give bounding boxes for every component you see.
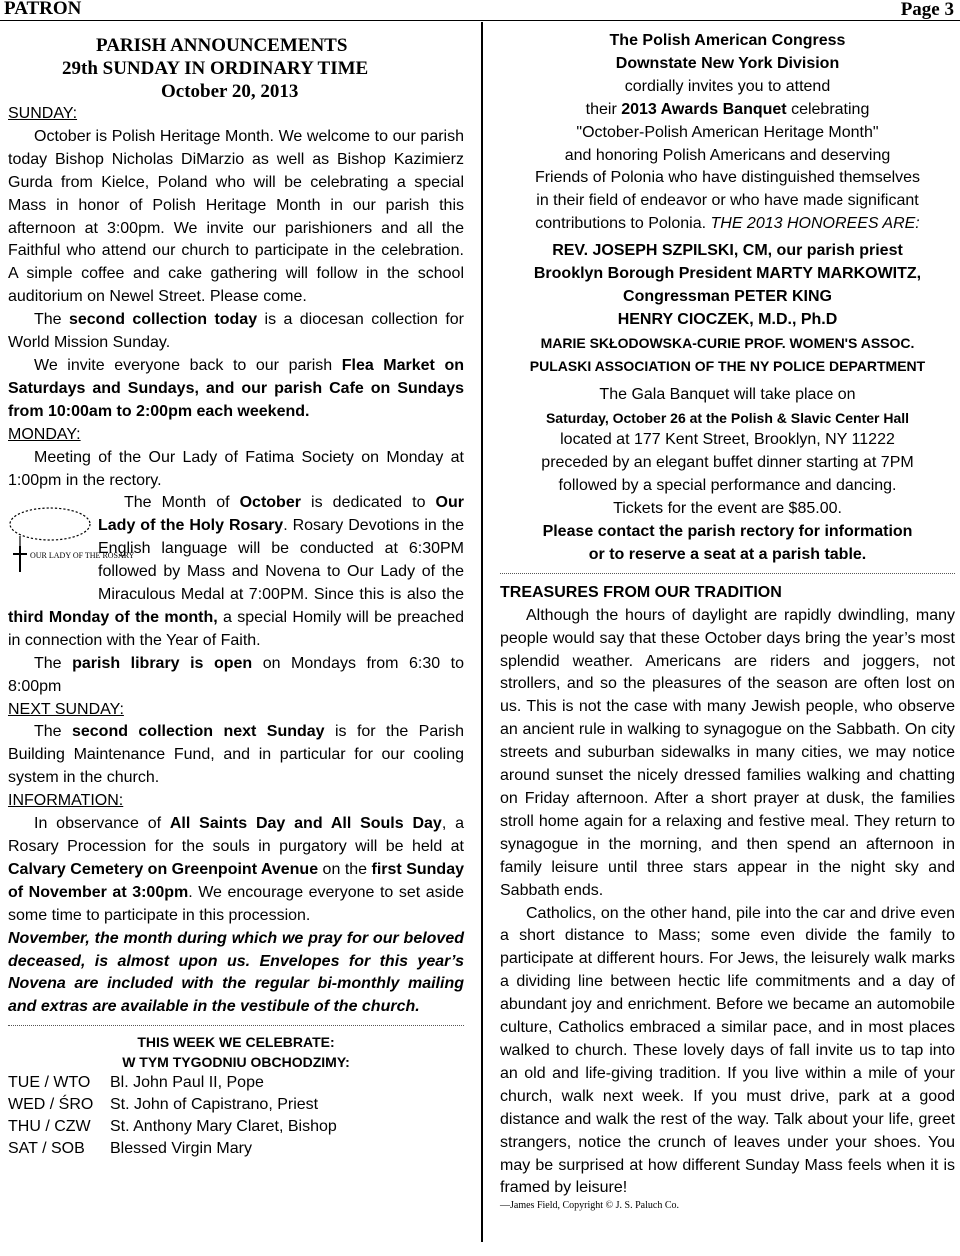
announcements-title: PARISH ANNOUNCEMENTS — [96, 35, 348, 56]
events-column — [500, 30, 955, 1212]
honoree: HENRY CIOCZEK, M.D., Ph.D — [617, 310, 838, 328]
next-sunday-paragraph: The second collection next Sunday is for the Parish Building Maintenance Fund, and in particular for our cooling system in the church. — [8, 723, 465, 787]
honorees-list — [500, 240, 955, 377]
newsletter-title: PATRON — [4, 0, 82, 19]
section-divider — [8, 1025, 464, 1026]
congress-invitation: The Polish American Congress Downstate New York Division cordially invites you to attend their 2013 Awards Banquet celebrating "October-Polish American Heritage Month" and honoring Polish Americans and deserving Friends of Polonia who have distinguished themselves in their field of endeavor or who have made significant contributions to Polonia. THE 2013 HONOREES ARE: — [534, 32, 921, 233]
feast-row: THU / CZW St. Anthony Mary Claret, Bishop — [8, 1118, 337, 1136]
copyright-credit: —James Field, Copyright © J. S. Paluch Co. — [500, 1200, 679, 1212]
monday-heading: MONDAY: — [8, 425, 81, 443]
honoree: Brooklyn Borough President MARTY MARKOWITZ, — [533, 265, 922, 283]
honoree: Congressman PETER KING — [623, 287, 832, 305]
feast-row: TUE / WTO Bl. John Paul II, Pope — [8, 1074, 264, 1092]
procession-paragraph: In observance of All Saints Day and All Souls Day, a Rosary Procession for the souls in purgatory will be held at Calvary Cemetery on Greenpoint Avenue on the first Sunday of November at 3:00pm. We encourage everyone to set aside some time to participate in this procession. — [8, 815, 465, 924]
section-divider — [500, 573, 955, 574]
page-header — [0, 0, 960, 21]
treasures-heading: TREASURES FROM OUR TRADITION — [500, 583, 782, 601]
announcements-column — [8, 34, 464, 1160]
column-divider — [481, 22, 483, 1242]
honoree: PULASKI ASSOCIATION OF THE NY POLICE DEPARTMENT — [529, 357, 926, 374]
sunday-heading: SUNDAY: — [8, 105, 78, 122]
library-paragraph: The parish library is open on Mondays from 6:30 to 8:00pm — [8, 654, 465, 695]
feast-row: WED / ŚRO St. John of Capistrano, Priest — [8, 1096, 319, 1114]
liturgical-day: 29th SUNDAY IN ORDINARY TIME — [62, 58, 369, 79]
treasures-paragraph-1: Although the hours of daylight are rapidly dwindling, many people would say that these October days bring the year’s most splendid weather. Americans are riders and joggers, not strollers, and so the pleasures of the season are often lost on us. This is not the case with many Jewish people, who observe an ancient rule in walking to synagogue on the Sabbath. On city streets and suburban sidewalks in many cities, we may notice around sunset the nicely dressed families walking and chatting on Friday afternoon. After a short prayer at dusk, the families stroll home again for a relaxing and festive meal. They return to synagogue in the morning, and then spend an afternoon in family leisure until three stars appear in the night sky and Sabbath ends. — [500, 606, 955, 899]
page-number: Page 3 — [900, 0, 954, 20]
flea-market-paragraph: We invite everyone back to our parish Flea Market on Saturdays and Sundays, and our parish Cafe on Sundays from 10:00am to 2:00pm each weekend. — [8, 356, 464, 420]
novena-paragraph: November, the month during which we pray for our beloved deceased, is almost upon us. Envelopes for this year’s Novena are included with the regular bi-monthly mailing and extras are available in the vestibule of the church. — [8, 929, 464, 1016]
gala-details: The Gala Banquet will take place on Saturday, October 26 at the Polish & Slavic Center Hall located at 177 Kent Street, Brooklyn, NY 11222 preceded by an elegant buffet dinner starting at 7PM followed by a special performance and dancing. Tickets for the event are $85.00. Please contact the parish rectory for information or to reserve a seat at a parish table. — [541, 385, 914, 563]
rosary-image — [2, 494, 135, 586]
honoree: REV. JOSEPH SZPILSKI, CM, our parish priest — [552, 242, 903, 260]
celebrate-heading: THIS WEEK WE CELEBRATE: — [137, 1034, 335, 1051]
honoree: MARIE SKŁODOWSKA-CURIE PROF. WOMEN'S ASSOC. — [540, 334, 915, 351]
treasures-paragraph-2: Catholics, on the other hand, pile into the car and drive even a short distance to Mass; some even divide the family to participate at different hours. For Jews, the leisurely walk marks a dividing line between hectic life commitments and a day of abundant joy and enrichment. Before we became an automobile culture, Catholics embraced a similar pace, and in most places walked to church. These lovely days of fall invite us to tap into an old and life-giving tradition. If you live within a mile of your church, walk next week. If you must drive, park at a good distance and walk the rest of the way. Talk about your life, greet strangers, notice the crunch of leaves under your shoes. You may be surprised at how different Sunday Mass feels when it is framed by leisure! — [500, 904, 955, 1197]
celebrate-heading-polish: W TYM TYGODNIU OBCHODZIMY: — [122, 1054, 350, 1071]
feast-table — [8, 1072, 337, 1160]
fatima-paragraph: Meeting of the Our Lady of Fatima Society on Monday at 1:00pm in the rectory. — [8, 448, 464, 489]
bulletin-date: October 20, 2013 — [161, 81, 299, 102]
rosary-paragraph: OUR LADY OF THE ROSARY The Month of October is dedicated to Our Lady of the Holy Rosary. Rosary Devotions in the English language will be conducted at 6:30PM followed by Mass and Novena to Our Lady of the Miraculous Medal at 7:00PM. Since this is also the third Monday of the month, a special Homily will be preached in connection with the Year of Faith. — [8, 492, 464, 652]
sunday-paragraph: October is Polish Heritage Month. We welcome to our parish today Bishop Nicholas DiMarzio as well as Bishop Kazimierz Gurda from Kielce, Poland who will be celebrating a special Mass in honor of Polish Heritage Month in our parish this afternoon at 3:00pm. We invite our parishioners and all the Faithful who attend our church to participate in the celebration. A simple coffee and cake gathering will follow in the school auditorium on Newel Street. Please come. — [8, 127, 464, 306]
rosary-caption: OUR LADY OF THE ROSARY — [30, 551, 135, 561]
second-collection-paragraph: The second collection today is a diocesan collection for World Mission Sunday. — [8, 311, 464, 352]
information-heading: INFORMATION: — [8, 792, 124, 810]
next-sunday-heading: NEXT SUNDAY: — [8, 700, 124, 718]
feast-row: SAT / SOB Blessed Virgin Mary — [8, 1140, 252, 1158]
